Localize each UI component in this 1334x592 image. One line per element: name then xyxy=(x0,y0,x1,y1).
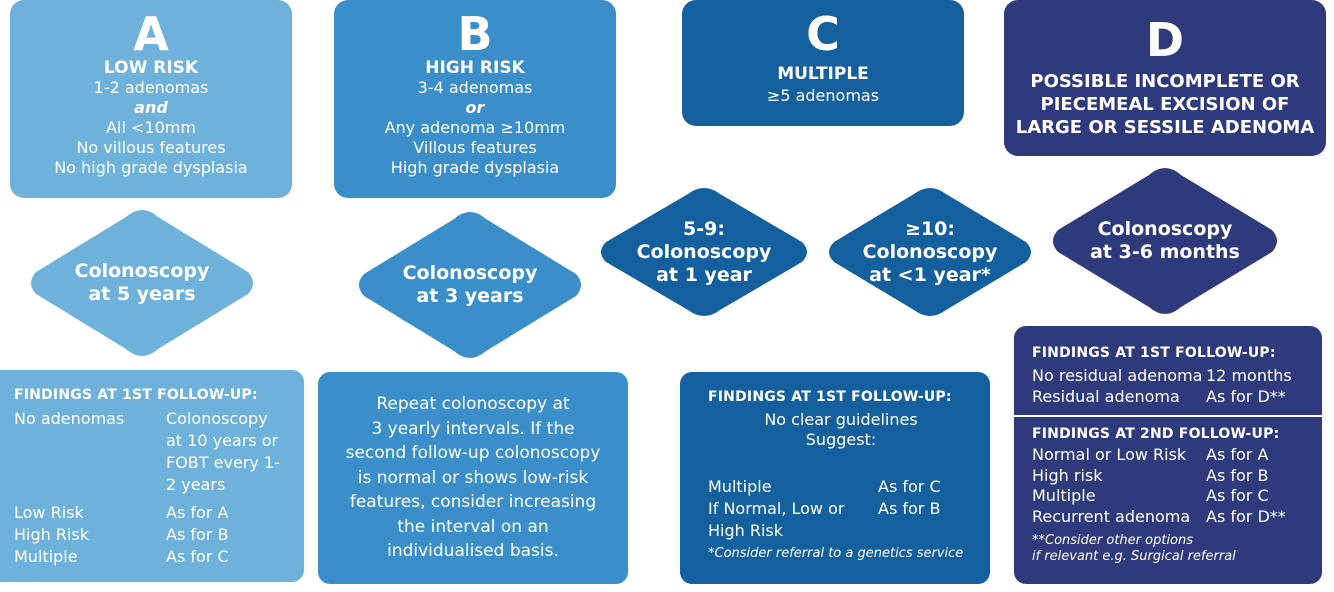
findings-label: No adenomas xyxy=(14,409,125,428)
findings-intro: No clear guidelines xyxy=(764,410,918,429)
findings-b-panel xyxy=(318,372,628,584)
findings-value: As for B xyxy=(1206,465,1269,485)
findings-heading: FINDINGS AT 2ND FOLLOW-UP: xyxy=(1032,426,1280,442)
findings-label: Normal or Low Risk xyxy=(1032,445,1187,464)
findings-value: Colonoscopy at 10 years or FOBT every 1-2 years xyxy=(166,409,280,494)
decision-text: at 5 years xyxy=(88,283,196,305)
category-criteria: High grade dysplasia xyxy=(390,158,560,177)
category-criteria: No villous features xyxy=(76,138,226,157)
category-letter: A xyxy=(133,7,169,61)
recommendation-text: features, consider increasing xyxy=(349,492,597,512)
category-a-box xyxy=(10,0,292,198)
findings-label: Multiple xyxy=(708,477,772,496)
decision-text: Colonoscopy xyxy=(402,262,538,284)
findings-label: Low Risk xyxy=(14,503,84,522)
findings-value: 12 months xyxy=(1206,366,1292,385)
findings-value: As for A xyxy=(166,503,229,522)
decision-d-diamond xyxy=(1046,166,1284,316)
recommendation-text: Repeat colonoscopy at xyxy=(376,394,570,414)
findings-label: Recurrent adenoma xyxy=(1032,506,1191,526)
findings-row xyxy=(1032,507,1306,528)
decision-text: Colonoscopy xyxy=(74,260,210,282)
recommendation-text: 3 yearly intervals. If the xyxy=(371,418,575,439)
findings-value: As for D** xyxy=(1206,386,1286,406)
findings-value: As for C xyxy=(878,477,941,496)
findings-label: High Risk xyxy=(14,525,90,544)
findings-row xyxy=(1032,445,1306,466)
category-criteria: Villous features xyxy=(413,138,537,157)
category-description: PIECEMEAL EXCISION OF xyxy=(1040,94,1290,115)
category-c-box xyxy=(682,0,964,126)
decision-text: Colonoscopy xyxy=(862,240,998,263)
findings-heading: FINDINGS AT 1ST FOLLOW-UP: xyxy=(708,389,952,405)
category-letter: D xyxy=(1145,13,1185,67)
category-criteria: 1-2 adenomas xyxy=(93,78,209,97)
recommendation-text: is normal or shows low-risk xyxy=(357,467,589,488)
findings-value: As for C xyxy=(1206,486,1269,505)
findings-row xyxy=(708,498,974,542)
findings-label: If Normal, Low or High Risk xyxy=(708,499,845,540)
findings-d-panel xyxy=(1014,326,1322,584)
findings-row xyxy=(1032,466,1306,487)
findings-row xyxy=(14,502,290,524)
category-criteria: Any adenoma ≥10mm xyxy=(384,118,566,137)
category-b-box xyxy=(334,0,616,198)
category-criteria: or xyxy=(465,98,485,117)
category-criteria: and xyxy=(134,98,168,117)
findings-label: Multiple xyxy=(1032,486,1096,505)
category-description: POSSIBLE INCOMPLETE OR xyxy=(1030,71,1300,92)
decision-text: ≥10: xyxy=(905,217,955,240)
decision-text: Colonoscopy xyxy=(636,240,772,263)
findings-label: High risk xyxy=(1032,465,1103,485)
findings-value: As for A xyxy=(1206,445,1269,464)
category-description: LARGE OR SESSILE ADENOMA xyxy=(1015,117,1315,138)
decision-a-diamond xyxy=(24,208,260,358)
findings-intro: Suggest: xyxy=(805,430,877,449)
findings-label: Residual adenoma xyxy=(1032,386,1180,406)
category-letter: C xyxy=(806,7,840,61)
findings-heading: FINDINGS AT 1ST FOLLOW-UP: xyxy=(14,387,258,403)
decision-text: at 3 years xyxy=(416,285,524,307)
findings-row xyxy=(14,524,290,546)
category-risk-label: HIGH RISK xyxy=(425,58,525,78)
findings-row xyxy=(708,476,974,498)
decision-b-diamond xyxy=(352,210,588,360)
decision-c1-diamond xyxy=(594,186,814,318)
findings-row xyxy=(14,408,290,496)
findings-value: As for D** xyxy=(1206,506,1286,526)
decision-text: Colonoscopy xyxy=(1097,218,1233,240)
category-criteria: ≥5 adenomas xyxy=(766,86,880,105)
recommendation-text: individualised basis. xyxy=(387,541,559,561)
decision-c2-diamond xyxy=(822,186,1038,318)
category-criteria: All <10mm xyxy=(106,118,196,137)
findings-c-panel xyxy=(680,372,990,584)
footnote: if relevant e.g. Surgical referral xyxy=(1032,549,1236,564)
category-d-box xyxy=(1004,0,1326,156)
findings-value: As for B xyxy=(878,499,941,518)
category-criteria: 3-4 adenomas xyxy=(417,78,533,97)
decision-text: at <1 year* xyxy=(869,263,991,286)
decision-text: at 1 year xyxy=(656,263,752,286)
findings-row xyxy=(14,546,290,568)
findings-row xyxy=(1032,387,1306,408)
findings-a-panel xyxy=(0,370,304,582)
findings-label: No residual adenoma xyxy=(1032,366,1203,385)
decision-text: 5-9: xyxy=(683,217,725,240)
findings-value: As for B xyxy=(166,525,229,544)
findings-heading: FINDINGS AT 1ST FOLLOW-UP: xyxy=(1032,345,1276,361)
findings-value: As for C xyxy=(166,547,229,566)
category-criteria: No high grade dysplasia xyxy=(54,158,248,177)
footnote: *Consider referral to a genetics service xyxy=(708,546,964,561)
footnote: **Consider other options xyxy=(1032,533,1194,548)
recommendation-text: the interval on an xyxy=(397,516,549,537)
category-letter: B xyxy=(457,7,493,61)
recommendation-text: second follow-up colonoscopy xyxy=(345,443,601,463)
findings-row xyxy=(1032,486,1306,507)
decision-text: at 3-6 months xyxy=(1090,241,1240,263)
findings-row xyxy=(1032,366,1306,387)
findings-label: Multiple xyxy=(14,547,78,566)
category-risk-label: MULTIPLE xyxy=(777,64,869,84)
category-risk-label: LOW RISK xyxy=(103,58,199,78)
